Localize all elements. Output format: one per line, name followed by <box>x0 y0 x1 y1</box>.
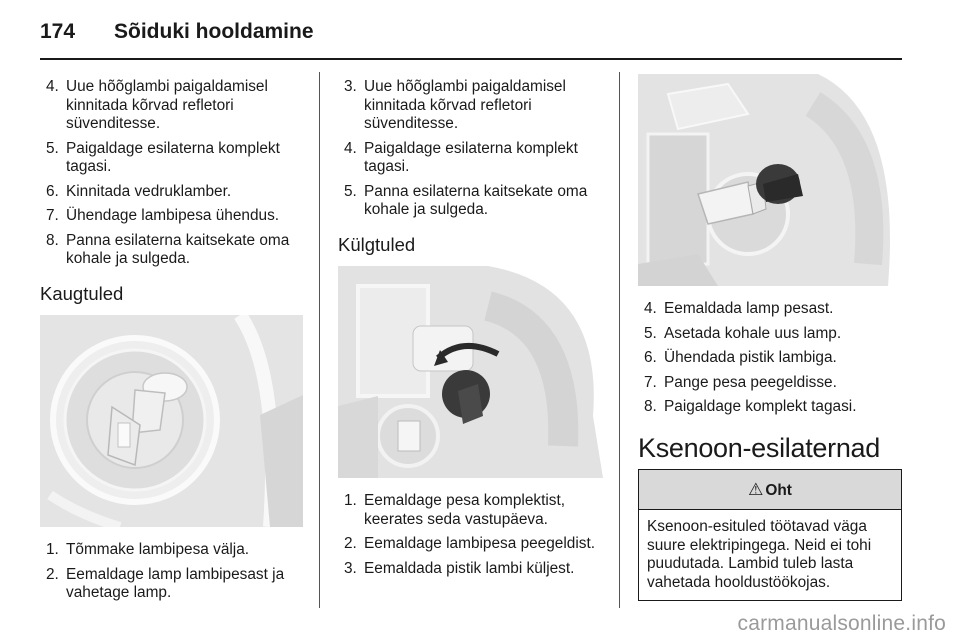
column-3 <box>638 78 902 601</box>
list-item: 1. Eemaldage pesa komplektist, keerates seda vastupäeva. <box>344 492 566 528</box>
side-light-illustration <box>338 266 603 478</box>
list-item: 5. Asetada kohale uus lamp. <box>644 324 842 342</box>
steps-list-col1-top <box>40 78 303 269</box>
page-title: Sõiduki hooldamine <box>114 20 314 43</box>
high-beam-illustration <box>40 315 303 527</box>
column-divider-1 <box>319 72 320 608</box>
warning-box <box>638 469 902 601</box>
section-heading-kulgtuled: Külgtuled <box>338 233 416 255</box>
steps-list-col2-top <box>338 78 603 220</box>
list-item: 5. Paigaldage esilaterna komplekt tagasi. <box>46 139 280 175</box>
list-item: 2. Eemaldage lambipesa peegeldist. <box>344 535 596 552</box>
warning-header <box>639 470 901 510</box>
steps-list-col1-bottom <box>40 541 303 603</box>
column-1 <box>40 78 303 609</box>
list-item: 8. Panna esilaterna kaitsekate oma kohale ja sulgeda. <box>46 231 290 267</box>
list-item: 6. Kinnitada vedruklamber. <box>46 182 232 200</box>
list-item: 4. Uue hõõglambi paigaldamisel kinnitada kõrvad refletori süvenditesse. <box>46 78 268 132</box>
column-2 <box>338 78 603 584</box>
list-item: 4. Eemaldada lamp pesast. <box>644 300 834 317</box>
column-divider-2 <box>619 72 620 608</box>
list-item: 2. Eemaldage lamp lambipesast ja vahetage lamp. <box>46 565 285 601</box>
list-item: 7. Pange pesa peegeldisse. <box>644 373 837 391</box>
warning-triangle-icon: ⚠ <box>748 480 764 499</box>
section-heading-kaugtuled: Kaugtuled <box>40 282 124 304</box>
list-item: 3. Eemaldada pistik lambi küljest. <box>344 559 575 577</box>
high-beam-drawing <box>40 315 303 527</box>
list-item: 3. Uue hõõglambi paigaldamisel kinnitada kõrvad refletori süvenditesse. <box>344 78 566 132</box>
steps-list-col2-bottom <box>338 492 603 578</box>
page-number: 174 <box>40 20 76 43</box>
warning-text: Ksenoon-esituled töötavad väga suure elektripingega. Neid ei tohi puudutada. Lambid tuleb lasta vahetada hooldustöökojas. <box>647 518 872 591</box>
list-item: 6. Ühendada pistik lambiga. <box>644 349 837 366</box>
header-rule <box>40 58 902 60</box>
warning-title: Oht <box>765 482 792 499</box>
watermark: carmanualsonline.info <box>737 612 946 635</box>
bulb-socket-illustration <box>638 74 902 286</box>
steps-list-col3 <box>638 300 902 417</box>
list-item: 7. Ühendage lambipesa ühendus. <box>46 207 280 224</box>
section-heading-ksenoon: Ksenoon-esilaternad <box>638 432 880 463</box>
list-item: 5. Panna esilaterna kaitsekate oma kohale ja sulgeda. <box>344 182 588 218</box>
page-header <box>40 20 902 60</box>
bulb-socket-drawing <box>638 74 902 286</box>
list-item: 1. Tõmmake lambipesa välja. <box>46 541 250 558</box>
list-item: 8. Paigaldage komplekt tagasi. <box>644 398 857 415</box>
side-light-drawing <box>338 266 603 478</box>
list-item: 4. Paigaldage esilaterna komplekt tagasi. <box>344 139 578 175</box>
